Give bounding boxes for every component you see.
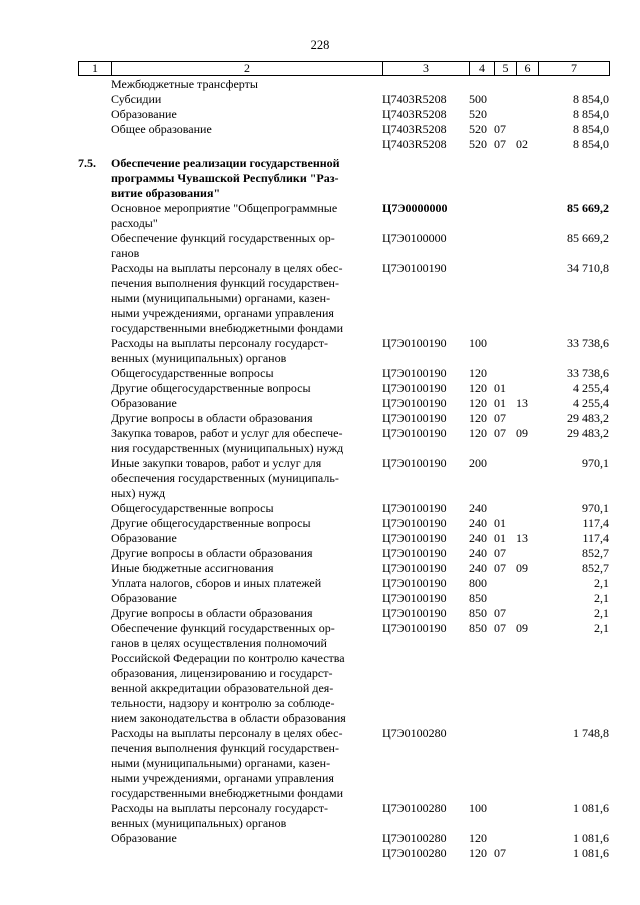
amount: 970,1	[582, 456, 609, 470]
row-description: ными учреждениями, органами управления	[111, 306, 334, 320]
row-description: Общее образование	[111, 122, 212, 136]
expense-type: 240	[469, 546, 487, 560]
row-number: 7.5.	[78, 156, 96, 170]
amount: 1 748,8	[573, 726, 609, 740]
expense-type: 520	[469, 107, 487, 121]
expense-type: 850	[469, 606, 487, 620]
table-row-line	[78, 651, 609, 666]
amount: 2,1	[594, 621, 609, 635]
amount: 852,7	[582, 561, 609, 575]
table-row-line	[78, 291, 609, 306]
row-description: ных) нужд	[111, 486, 166, 500]
header-col-7: 7	[539, 62, 610, 76]
expense-type: 800	[469, 576, 487, 590]
amount: 1 081,6	[573, 846, 609, 860]
row-description: Образование	[111, 831, 177, 845]
expense-type: 200	[469, 456, 487, 470]
header-col-2: 2	[112, 62, 383, 76]
header-col-1: 1	[79, 62, 112, 76]
amount: 4 255,4	[573, 396, 609, 410]
page-number: 228	[310, 38, 330, 52]
expense-type: 120	[469, 366, 487, 380]
row-description: нием законодательства в области образования	[111, 711, 346, 725]
row-description: Российской Федерации по контролю качества	[111, 651, 345, 665]
row-description: Иные закупки товаров, работ и услуг для	[111, 456, 322, 470]
row-description: Другие вопросы в области образования	[111, 411, 313, 425]
target-article-code: Ц7Э0100190	[382, 501, 447, 515]
row-description: печения выполнения функций государствен-	[111, 276, 339, 290]
expense-type: 500	[469, 92, 487, 106]
row-description: Образование	[111, 531, 177, 545]
amount: 117,4	[582, 516, 609, 530]
row-description: Обеспечение функций государственных ор-	[111, 231, 335, 245]
section-code: 07	[494, 606, 506, 620]
row-description: обеспечения государственных (муниципаль-	[111, 471, 339, 485]
expense-type: 850	[469, 621, 487, 635]
header-col-4: 4	[470, 62, 495, 76]
section-code: 07	[494, 411, 506, 425]
table-row-line	[78, 636, 609, 651]
target-article-code: Ц7Э0100190	[382, 456, 447, 470]
target-article-code: Ц7Э0100280	[382, 846, 447, 860]
section-code: 07	[494, 546, 506, 560]
row-description: Основное мероприятие "Общепрограммные	[111, 201, 338, 215]
section-code: 07	[494, 426, 506, 440]
section-code: 01	[494, 516, 506, 530]
section-code: 07	[494, 137, 506, 151]
target-article-code: Ц7Э0100190	[382, 336, 447, 350]
row-description: ными (муниципальными) органами, казен-	[111, 756, 331, 770]
target-article-code: Ц7Э0100280	[382, 831, 447, 845]
table-row-line	[78, 122, 609, 151]
amount: 8 854,0	[573, 122, 609, 136]
amount: 1 081,6	[573, 801, 609, 815]
table-row-line	[78, 831, 609, 860]
header-col-5: 5	[495, 62, 517, 76]
row-description: Образование	[111, 591, 177, 605]
amount: 85 669,2	[567, 201, 609, 215]
expense-type: 240	[469, 531, 487, 545]
amount: 117,4	[582, 531, 609, 545]
target-article-code: Ц7Э0100190	[382, 561, 447, 575]
expense-type: 520	[469, 122, 487, 136]
row-description: расходы"	[111, 216, 158, 230]
table-row-line	[78, 276, 609, 291]
target-article-code: Ц7Э0100190	[382, 576, 447, 590]
target-article-code: Ц7Э0100190	[382, 516, 447, 530]
target-article-code: Ц7Э0100190	[382, 591, 447, 605]
expense-type: 520	[469, 137, 487, 151]
table-row-line	[78, 261, 609, 276]
target-article-code: Ц7Э0100190	[382, 426, 447, 440]
header-col-6: 6	[517, 62, 539, 76]
row-description: Другие вопросы в области образования	[111, 606, 313, 620]
expense-type: 240	[469, 561, 487, 575]
row-description: Субсидии	[111, 92, 162, 106]
section-code: 07	[494, 621, 506, 635]
target-article-code: Ц7Э0100190	[382, 396, 447, 410]
expense-type: 850	[469, 591, 487, 605]
row-description: Закупка товаров, работ и услуг для обеспече-	[111, 426, 343, 440]
expense-type: 120	[469, 426, 487, 440]
row-description: ганов	[111, 246, 140, 260]
row-description: Другие общегосударственные вопросы	[111, 381, 311, 395]
row-description: Образование	[111, 396, 177, 410]
amount: 2,1	[594, 606, 609, 620]
expense-type: 120	[469, 381, 487, 395]
target-article-code: Ц7Э0100190	[382, 366, 447, 380]
row-description: витие образования"	[111, 186, 221, 200]
row-description: тельности, надзору и контролю за соблюде-	[111, 696, 335, 710]
amount: 4 255,4	[573, 381, 609, 395]
table-row-line	[78, 231, 609, 246]
table-row-line	[78, 336, 609, 351]
table-row-line	[78, 801, 609, 816]
table-row-line	[78, 456, 609, 471]
section-code: 01	[494, 531, 506, 545]
target-article-code: Ц7Э0100190	[382, 381, 447, 395]
target-article-code: Ц7403R5208	[382, 107, 447, 121]
amount: 29 483,2	[567, 411, 609, 425]
amount: 1 081,6	[573, 831, 609, 845]
amount: 8 854,0	[573, 137, 609, 151]
row-description: ганов в целях осуществления полномочий	[111, 636, 327, 650]
subsection-code: 09	[516, 426, 528, 440]
expense-type: 120	[469, 396, 487, 410]
target-article-code: Ц7403R5208	[382, 92, 447, 106]
table-row-line	[78, 696, 609, 711]
target-article-code: Ц7403R5208	[382, 137, 447, 151]
target-article-code: Ц7Э0100190	[382, 261, 447, 275]
table-row-line	[78, 726, 609, 741]
section-code: 01	[494, 396, 506, 410]
row-description: государственными внебюджетными фондами	[111, 786, 344, 800]
expense-type: 100	[469, 801, 487, 815]
expense-type: 240	[469, 516, 487, 530]
row-description: ными учреждениями, органами управления	[111, 771, 334, 785]
expense-type: 100	[469, 336, 487, 350]
target-article-code: Ц7Э0100190	[382, 621, 447, 635]
table-row-line	[78, 771, 609, 786]
subsection-code: 09	[516, 621, 528, 635]
expense-type: 240	[469, 501, 487, 515]
table-row-line	[78, 201, 609, 216]
row-description: Расходы на выплаты персоналу в целях обес-	[111, 261, 343, 275]
row-description: Расходы на выплаты персоналу государст-	[111, 801, 328, 815]
expense-type: 120	[469, 411, 487, 425]
table-row-line	[78, 471, 609, 486]
row-description: государственными внебюджетными фондами	[111, 321, 344, 335]
table-row-line	[78, 621, 609, 636]
target-article-code: Ц7Э0100190	[382, 606, 447, 620]
table-header	[78, 61, 610, 76]
expense-type: 120	[469, 846, 487, 860]
amount: 85 669,2	[567, 231, 609, 245]
subsection-code: 09	[516, 561, 528, 575]
table-row-line	[78, 741, 609, 756]
row-description: Уплата налогов, сборов и иных платежей	[111, 576, 322, 590]
amount: 8 854,0	[573, 92, 609, 106]
row-description: венной аккредитации образовательной дея-	[111, 681, 334, 695]
row-description: Другие общегосударственные вопросы	[111, 516, 311, 530]
table-row-line	[78, 171, 609, 186]
expense-type: 120	[469, 831, 487, 845]
row-description: Общегосударственные вопросы	[111, 366, 274, 380]
subsection-code: 02	[516, 137, 528, 151]
row-description: Общегосударственные вопросы	[111, 501, 274, 515]
row-description: Обеспечение функций государственных ор-	[111, 621, 335, 635]
target-article-code: Ц7Э0100190	[382, 411, 447, 425]
row-description: ния государственных (муниципальных) нужд	[111, 441, 344, 455]
row-description: Образование	[111, 107, 177, 121]
budget-table-body	[78, 77, 609, 860]
row-description: образования, лицензированию и государст-	[111, 666, 333, 680]
target-article-code: Ц7Э0000000	[382, 201, 448, 215]
target-article-code: Ц7403R5208	[382, 122, 447, 136]
header-col-3: 3	[383, 62, 470, 76]
table-row-line	[78, 756, 609, 771]
section-gap	[78, 137, 609, 156]
section-code: 07	[494, 122, 506, 136]
row-description: венных (муниципальных) органов	[111, 351, 287, 365]
target-article-code: Ц7Э0100190	[382, 546, 447, 560]
row-description: ными (муниципальными) органами, казен-	[111, 291, 331, 305]
row-description: Межбюджетные трансферты	[111, 77, 258, 91]
section-code: 07	[494, 846, 506, 860]
amount: 8 854,0	[573, 107, 609, 121]
row-description: венных (муниципальных) органов	[111, 816, 287, 830]
subsection-code: 13	[516, 396, 528, 410]
target-article-code: Ц7Э0100280	[382, 801, 447, 815]
target-article-code: Ц7Э0100190	[382, 531, 447, 545]
amount: 34 710,8	[567, 261, 609, 275]
table-row-line	[78, 426, 609, 441]
table-row-line	[78, 681, 609, 696]
subsection-code: 13	[516, 531, 528, 545]
row-description: печения выполнения функций государствен-	[111, 741, 339, 755]
row-description: Другие вопросы в области образования	[111, 546, 313, 560]
amount: 970,1	[582, 501, 609, 515]
section-code: 07	[494, 561, 506, 575]
amount: 2,1	[594, 576, 609, 590]
row-description: Обеспечение реализации государственной	[111, 156, 340, 170]
table-row-line	[78, 306, 609, 321]
amount: 852,7	[582, 546, 609, 560]
target-article-code: Ц7Э0100000	[382, 231, 447, 245]
row-description: Расходы на выплаты персоналу государст-	[111, 336, 328, 350]
table-row-line	[78, 156, 609, 171]
amount: 2,1	[594, 591, 609, 605]
amount: 33 738,6	[567, 366, 609, 380]
table-row-line	[78, 666, 609, 681]
row-description: Иные бюджетные ассигнования	[111, 561, 274, 575]
amount: 29 483,2	[567, 426, 609, 440]
amount: 33 738,6	[567, 336, 609, 350]
target-article-code: Ц7Э0100280	[382, 726, 447, 740]
row-description: программы Чувашской Республики "Раз-	[111, 171, 339, 185]
section-code: 01	[494, 381, 506, 395]
row-description: Расходы на выплаты персоналу в целях обес-	[111, 726, 343, 740]
